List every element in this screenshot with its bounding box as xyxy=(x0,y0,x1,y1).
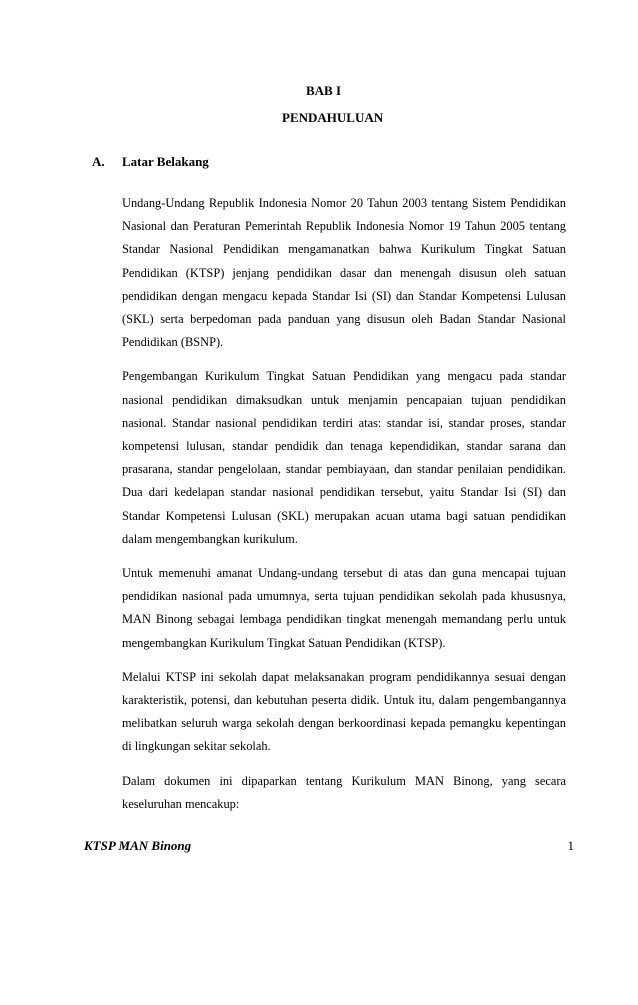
section-title: Latar Belakang xyxy=(122,154,209,169)
body-content xyxy=(122,192,566,827)
paragraph-4: Melalui KTSP ini sekolah dapat melaksanakan program pendidikannya sesuai dengan karakteristik, potensi, dan kebutuhan peserta didik. Untuk itu, dalam pengembangannya melibatkan seluruh warga sekolah dengan berkoordinasi kepada pemangku kepentingan di lingkungan sekitar sekolah. xyxy=(122,669,566,754)
footer-page-number: 1 xyxy=(567,838,574,853)
paragraph-5: Dalam dokumen ini dipaparkan tentang Kurikulum MAN Binong, yang secara keseluruhan mencakup: xyxy=(122,773,566,811)
chapter-number-text: BAB I xyxy=(306,83,342,98)
chapter-title-text: PENDAHULUAN xyxy=(282,110,384,125)
section-heading xyxy=(92,154,209,170)
section-letter: A. xyxy=(92,154,105,169)
paragraph-3: Untuk memenuhi amanat Undang-undang tersebut di atas dan guna mencapai tujuan pendidikan nasional pada umumnya, serta tujuan pendidikan sekolah pada khususnya, MAN Binong sebagai lembaga pendidikan tingkat menengah memandang perlu untuk mengembangkan Kurikulum Tingkat Satuan Pendidikan (KTSP). xyxy=(122,566,566,650)
paragraph-1: Undang-Undang Republik Indonesia Nomor 20 Tahun 2003 tentang Sistem Pendidikan Nasional dan Peraturan Pemerintah Republik Indonesia Nomor 19 Tahun 2005 tentang Standar Nasional Pendidikan mengamanatkan bahwa Kurikulum Tingkat Satuan Pendidikan (KTSP) jenjang pendidikan dasar dan menengah disusun oleh satuan pendidikan dengan mengacu kepada Standar Isi (SI) dan Standar Kompetensi Lulusan (SKL) serta berpedoman pada panduan yang disusun oleh Badan Standar Nasional Pendidikan (BSNP). xyxy=(122,196,566,350)
paragraph-2: Pengembangan Kurikulum Tingkat Satuan Pendidikan yang mengacu pada standar nasional pendidikan dimaksudkan untuk menjamin pencapaian tujuan pendidikan nasional. Standar nasional pendidikan terdiri atas: standar isi, standar proses, standar kompetensi lulusan, standar pendidik dan tenaga kependidikan, standar sarana dan prasarana, standar pengelolaan, standar pembiayaan, dan standar penilaian pendidikan. Dua dari kedelapan standar nasional pendidikan tersebut, yaitu Standar Isi (SI) dan Standar Kompetensi Lulusan (SKL) merupakan acuan utama bagi satuan pendidikan dalam mengembangkan kurikulum. xyxy=(122,369,566,546)
footer-doc-title: KTSP MAN Binong xyxy=(84,838,192,853)
